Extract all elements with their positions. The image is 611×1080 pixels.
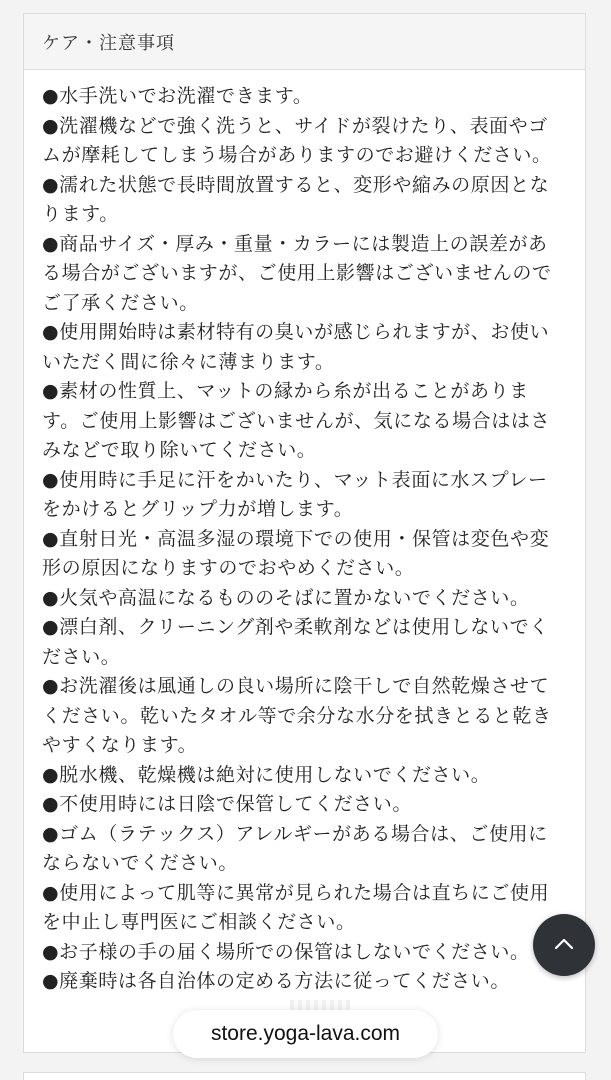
care-line: ●火気や高温になるもののそばに置かないでください。 bbox=[42, 586, 530, 609]
care-line: ならないでください。 bbox=[42, 852, 239, 874]
care-notes-body bbox=[24, 70, 585, 997]
care-line: ●使用によって肌等に異常が見られた場合は直ちにご使用 bbox=[42, 881, 550, 904]
care-line: ください。乾いたタオル等で余分な水分を拭きとると乾き bbox=[42, 704, 552, 727]
care-line: ります。 bbox=[42, 203, 119, 225]
care-line: ●水手洗いでお洗濯できます。 bbox=[42, 85, 313, 107]
chevron-up-icon bbox=[553, 936, 575, 955]
care-line: ●お子様の手の届く場所での保管はしないでください。 bbox=[42, 940, 530, 963]
care-notes-panel bbox=[23, 13, 586, 1053]
care-line: ご了承ください。 bbox=[42, 291, 199, 314]
care-line: いただく間に徐々に薄まります。 bbox=[42, 350, 335, 373]
care-line: ●濡れた状態で長時間放置すると、変形や縮みの原因とな bbox=[42, 173, 550, 196]
care-line: を中止し専門医にご相談ください。 bbox=[42, 911, 356, 933]
care-line: る場合がございますが、ご使用上影響はございませんので bbox=[42, 262, 552, 284]
care-line: ●商品サイズ・厚み・重量・カラーには製造上の誤差があ bbox=[42, 232, 548, 255]
care-line: ●お洗濯後は風通しの良い場所に陰干しで自然乾燥させて bbox=[42, 675, 550, 697]
care-line: ●使用開始時は素材特有の臭いが感じられますが、お使い bbox=[42, 321, 550, 343]
care-line: 形の原因になりますのでおやめください。 bbox=[42, 557, 415, 579]
care-line: ●廃棄時は各自治体の定める方法に従ってください。 bbox=[42, 970, 510, 992]
care-line: をかけるとグリップ力が増します。 bbox=[42, 498, 354, 520]
care-line: ●使用時に手足に汗をかいたり、マット表面に水スプレー bbox=[42, 468, 548, 491]
care-line: やすくなります。 bbox=[42, 734, 198, 756]
care-line: ムが摩耗してしまう場合がありますのでお避けください。 bbox=[42, 144, 552, 166]
care-line: ●不使用時には日陰で保管してください。 bbox=[42, 793, 412, 815]
next-section-panel bbox=[23, 1072, 586, 1080]
scroll-to-top-button[interactable] bbox=[533, 914, 595, 976]
care-line: ●直射日光・高温多湿の環境下での使用・保管は変色や変 bbox=[42, 527, 550, 550]
browser-url-bar[interactable] bbox=[173, 1010, 438, 1058]
care-line: ださい。 bbox=[42, 645, 121, 668]
url-text: store.yoga-lava.com bbox=[210, 1022, 401, 1045]
care-line: みなどで取り除いてください。 bbox=[42, 439, 317, 461]
care-line: ●脱水機、乾燥機は絶対に使用しないでください。 bbox=[42, 763, 491, 786]
care-line: ●ゴム（ラテックス）アレルギーがある場合は、ご使用に bbox=[42, 822, 548, 845]
care-line: ●漂白剤、クリーニング剤や柔軟剤などは使用しないでく bbox=[42, 616, 549, 638]
care-line: す。ご使用上影響はございませんが、気になる場合ははさ bbox=[42, 409, 551, 432]
section-title: ケア・注意事項 bbox=[24, 14, 585, 70]
care-line: ●素材の性質上、マットの縁から糸が出ることがありま bbox=[42, 380, 529, 402]
care-line: ●洗濯機などで強く洗うと、サイドが裂けたり、表面やゴ bbox=[42, 114, 548, 137]
